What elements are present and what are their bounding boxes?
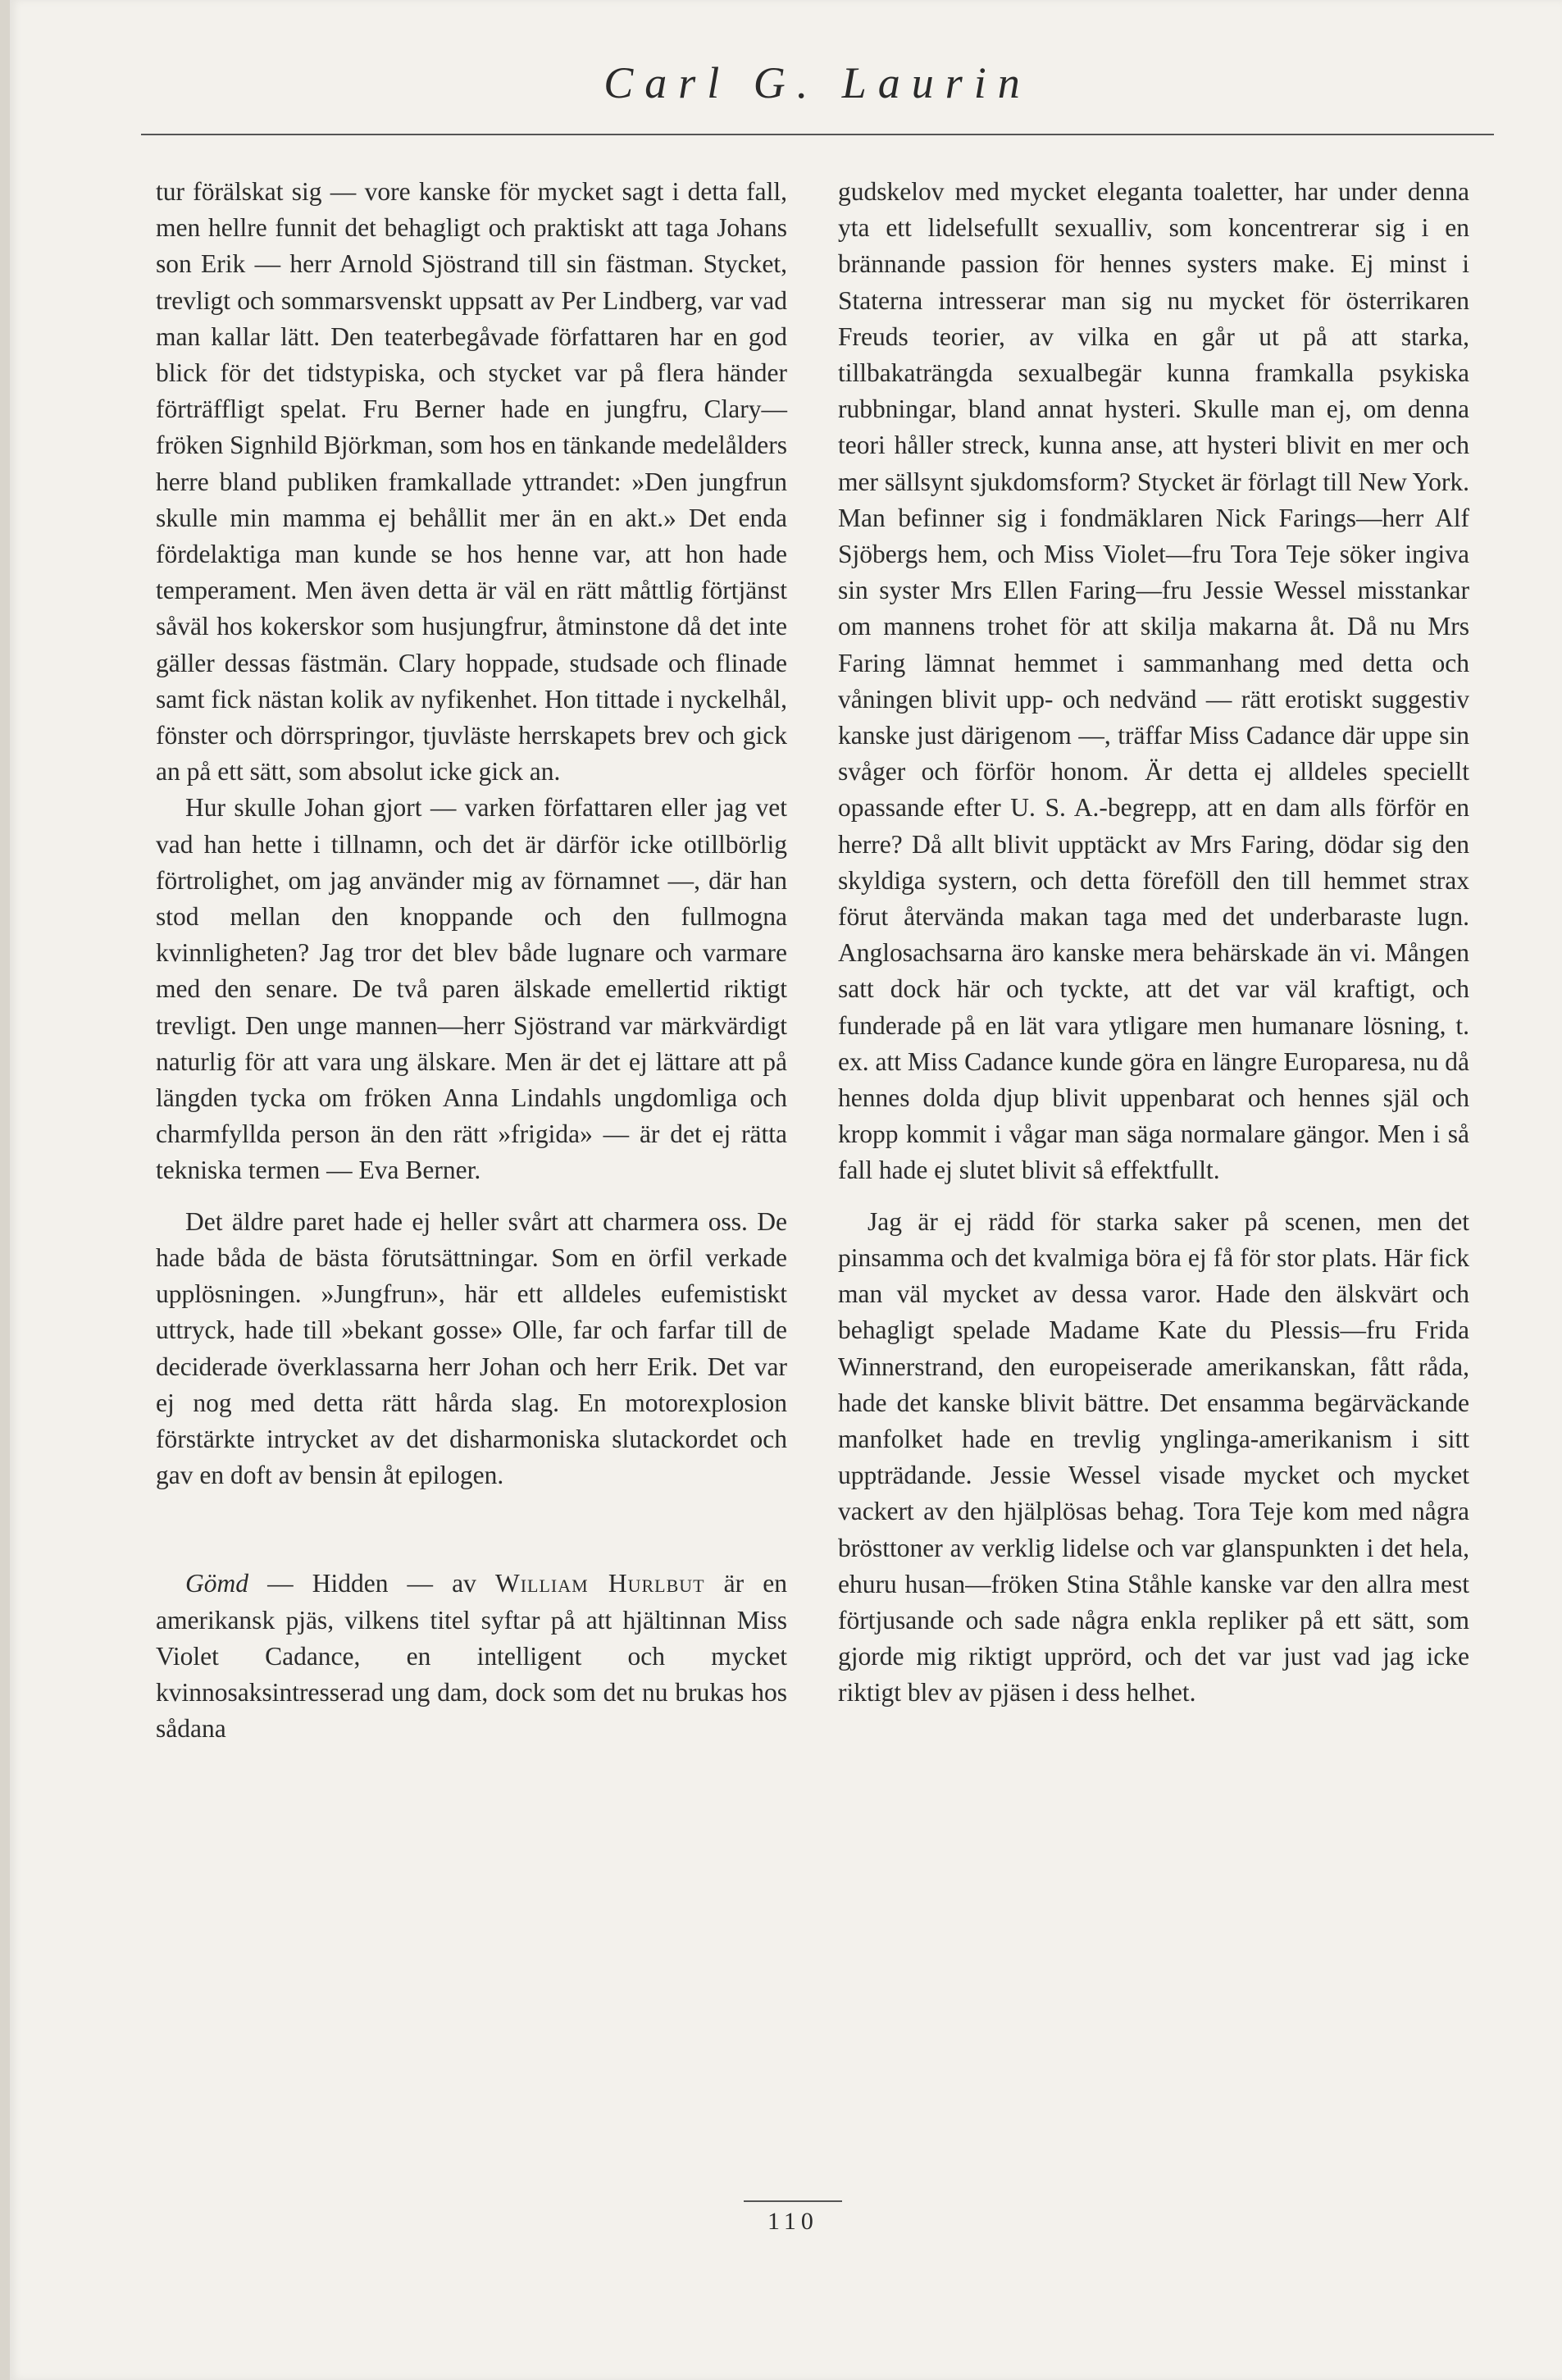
left-paragraph-4: [156, 1566, 787, 1747]
header-rule: [141, 134, 1494, 135]
play-subtitle: — Hidden — av: [248, 1569, 495, 1598]
left-paragraph-3: Det äldre paret hade ej heller svårt att charmera oss. De hade båda de bästa förutsättningar. Som en örfil verkade upplösningen. »Jungfrun», här ett alldeles eufemistiskt uttryck, hade till »bekant gosse» Olle, far och farfar till de deciderade överklassarna herr Johan och herr Erik. Det var ej nog med detta rätt hårda slag. En motorexplosion förstärkte intrycket av det disharmoniska slutackordet och gav en doft av bensin åt epilogen.: [156, 1206, 787, 1490]
page: [10, 0, 1562, 2380]
right-column: [838, 174, 1469, 1712]
left-column: [156, 174, 787, 1747]
left-paragraph-4-text: är en amerikansk pjäs, vilkens titel syftar på att hjältinnan Miss Violet Cadance, en intelligent och mycket kvinnosaksintresserad ung dam, dock som det nu brukas hos sådana: [156, 1569, 787, 1744]
play-author: William Hurlbut: [495, 1569, 705, 1598]
right-paragraph-2: Jag är ej rädd för starka saker på scenen, men det pinsamma och det kvalmiga böra ej få för stor plats. Här fick man väl mycket av dessa varor. Hade den älskvärt och behagligt spelade Madame Kate du Plessis—fru Frida Winnerstrand, den europeiserade amerikanskan, fått råda, hade det kanske blivit bättre. Det ensamma begärväckande manfolket hade en trevlig ynglinga-amerikanism i sitt uppträdande. Jessie Wessel visade mycket och mycket vackert av den hjälplösas behag. Tora Teje kom med några brösttoner av verklig lidelse och var glanspunkten i det hela, ehuru husan—fröken Stina Ståhle kanske var den allra mest förtjusande och sade några enkla repliker på ett sätt, som gjorde mig riktigt upprörd, och det var just vad jag icke riktigt blev av pjäsen i dess helhet.: [838, 1206, 1469, 1707]
play-title: Gömd: [185, 1569, 248, 1598]
footer-rule: [744, 2200, 842, 2202]
left-paragraph-1: tur förälskat sig — vore kanske för mycket sagt i detta fall, men hellre funnit det behagligt och praktiskt att taga Johans son Erik — herr Arnold Sjöstrand till sin fästman. Stycket, trevligt och sommarsvenskt uppsatt av Per Lindberg, var vad man kallar lätt. Den teaterbegåvade författaren har en god blick för det tidstypiska, och stycket var på flera händer förträffligt spelat. Fru Berner hade en jungfru, Clary—fröken Signhild Björkman, som hos en tänkande medelålders herre bland publiken framkallade yttrandet: »Den jungfrun skulle min mamma ej behållit mer än en akt.» Det enda fördelaktiga man kunde se hos henne var, att hon hade temperament. Men även detta är väl en rätt måttlig förtjänst såväl hos kokerskor som husjungfrur, åtminstone då det inte gäller dessas fästmän. Clary hoppade, studsade och flinade samt fick nästan kolik av nyfikenhet. Hon tittade i nyckelhål, fönster och dörrspringor, tjuvläste herrskapets brev och gick an på ett sätt, som absolut icke gick an.: [156, 177, 787, 786]
left-paragraph-2: Hur skulle Johan gjort — varken författaren eller jag vet vad han hette i tillnamn, och det är därför icke otillbörlig förtrolighet, om jag använder mig av förnamnet —, där han stod mellan den knoppande och den fullmogna kvinnligheten? Jag tror det blev både lugnare och varmare med den senare. De två paren älskade emellertid riktigt trevligt. Den unge mannen—herr Sjöstrand var märkvärdigt naturlig för att vara ung älskare. Men är det ej lättare att på längden tycka om fröken Anna Lindahls ungdomliga och charmfyllda person än den rätt »frigida» — är det ej rätta tekniska termen — Eva Berner.: [156, 793, 787, 1185]
page-number: 110: [767, 2208, 818, 2235]
right-paragraph-1: gudskelov med mycket eleganta toaletter, har under denna yta ett lidelsefullt sexualliv, som koncentrerar sig i en brännande passion för hennes systers make. Ej minst i Staterna intresserar man sig nu mycket för österrikaren Freuds teorier, av vilka en går ut på att starka, tillbakaträngda sexualbegär kunna framkalla psykiska rubbningar, bland annat hysteri. Skulle man ej, om denna teori håller streck, kunna anse, att hysteri blivit en mer och mer sällsynt sjukdomsform? Stycket är förlagt till New York. Man befinner sig i fondmäklaren Nick Farings—herr Alf Sjöbergs hem, och Miss Violet—fru Tora Teje söker ingiva sin syster Mrs Ellen Faring—fru Jessie Wessel misstankar om mannens trohet för att skilja makarna åt. Då nu Mrs Faring lämnat hemmet i sammanhang med detta och våningen blivit upp- och nedvänd — rätt erotiskt suggestiv kanske just därigenom —, träffar Miss Cadance där uppe sin svåger och förför honom. Är detta ej alldeles speciellt opassande efter U. S. A.-begrepp, att en dam alls förför en herre? Då allt blivit upptäckt av Mrs Faring, dödar sig den skyldiga systern, och detta föreföll den till hemmet strax förut återvända makan taga med det underbaraste lugn. Anglosachsarna äro kanske mera behärskade än vi. Mången satt dock här och tyckte, att det var väl kraftigt, och funderade på en lät vara ytligare men humanare lösning, t. ex. att Miss Cadance kunde göra en längre Europaresa, nu då hennes dolda djup blivit uppenbarat och hennes själ och kropp kommit i vågar man säga normalare gängor. Men i så fall hade ej slutet blivit så effektfullt.: [838, 177, 1469, 1185]
running-header: Carl G. Laurin: [603, 58, 1031, 107]
